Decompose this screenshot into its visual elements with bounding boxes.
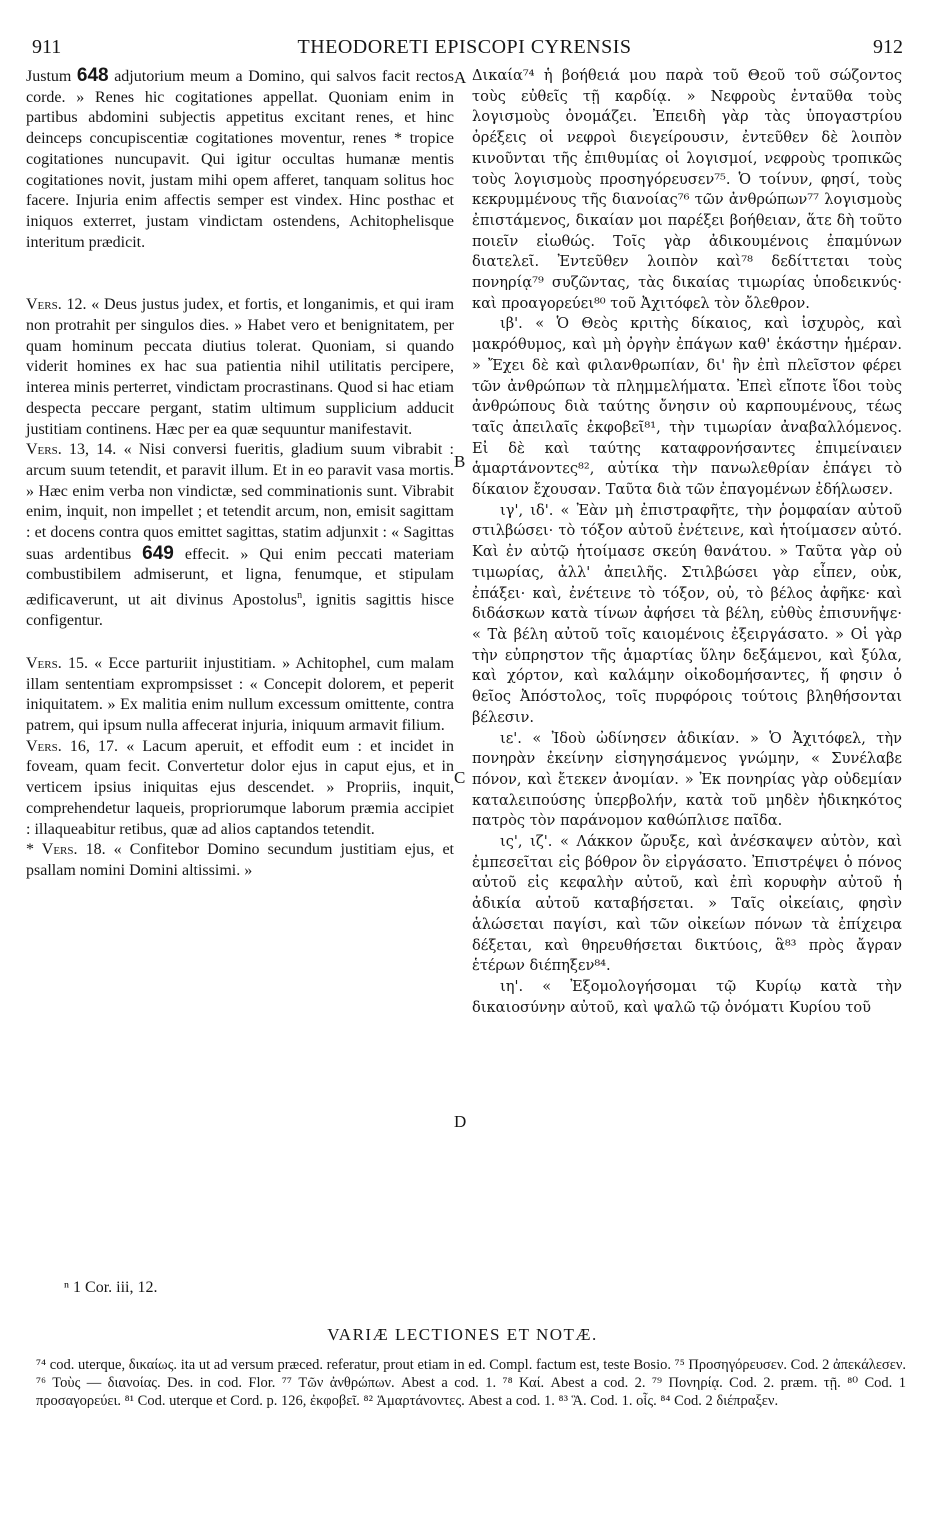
latin-text: , ignitis sagittis hisce configentur. [26, 591, 454, 630]
variae-lectiones-title: VARIÆ LECTIONES ET NOTÆ. [327, 1325, 598, 1344]
latin-paragraph [26, 840, 454, 881]
latin-text: « Deus justus judex, et fortis, et longanimis, et qui iram non protrahit per singulos dies. » Habet vero et benignitatem, per quam hominum peccata diutius tolerat. Quoniam, si quando viderit homines ex hac sua patientia nihil utilitatis percipere, interea minis perterret, vindictam procrastinans. Quod si hac etiam despecta peccare pergant, statim ultimum supplicium adducit justitiam continens. Hæc per ea quæ sequuntur manifestavit. [26, 296, 455, 438]
greek-paragraph: ιη'. « Ἐξομολογήσομαι τῷ Κυρίῳ κατὰ τὴν δικαιοσύνην αὐτοῦ, καὶ ψαλῶ τῷ ὀνόματι Κυρίου τοῦ [472, 977, 902, 1016]
variae-lectiones-notes [36, 1356, 906, 1410]
verse-label: Vers. 12. [26, 296, 87, 314]
latin-paragraph [26, 737, 454, 841]
latin-paragraph [26, 440, 454, 632]
latin-paragraph [26, 654, 454, 737]
verse-label: Vers. 15. [26, 654, 88, 672]
section-marker-c: C [454, 768, 466, 787]
verse-label: Vers. 13, 14. [26, 441, 117, 459]
latin-paragraph [26, 66, 454, 253]
greek-column [472, 66, 902, 1018]
page-number-left: 911 [32, 36, 62, 58]
latin-text: « Confitebor Domino secundum justitiam ejus, et psallam nomini Domini altissimi. » [26, 841, 455, 879]
greek-paragraph: ις', ιζ'. « Λάκκον ὤρυξε, καὶ ἀνέσκαψεν αὐτὸν, καὶ ἐμπεσεῖται εἰς βόθρον ὃν εἰργάσατο. Ἐπιστρέψει ὁ πόνος αὐτοῦ εἰς κεφαλὴν αὐτοῦ, καὶ ἐπὶ κορυφὴν αὐτοῦ ἡ ἀδικία αὐτοῦ καταβήσεται. » Ταῖς οἰκείαις, φησὶν ἁλώσεται παγίσι, καὶ τῶν οἰκείων πόνων τὰ ἐπίχειρα δέξεται, καὶ θηρευθήσεται δικτύοις, ἃ⁸³ πρὸς ἄγραν ἑτέρων διέπηξεν⁸⁴. [472, 833, 902, 975]
verse-label: * Vers. 18. [26, 841, 106, 859]
section-marker-a: A [454, 68, 467, 87]
page-header [26, 36, 903, 58]
latin-text: adjutorium meum a Domino, qui salvos facit rectos corde. » Renes hic cogitationes appellat. Quoniam enim in partibus abdomini subjectis appetitus excitant renes, et hinc deinceps concupiscentiæ cogitationes moventur, renes * tropice cogitationes nuncupavit. Qui igitur occultas humanæ mentis cogitationes novit, justam mihi opem afferet, tanquam solitus hoc facere. Injuria enim affectis semper est vindex. Hinc posthac et iniquos exterret, justam vindictam ostendens, Achitophelisque interitum prædicit. [26, 68, 455, 251]
column-number: 649 [142, 542, 174, 564]
latin-text: « Ecce parturiit injustitiam. » Achitophel, cum malam illam sententiam exprompsisset : « Concepit dolorem, et peperit iniquitatem. » Ex malitia enim nullum excessum omittente, contra patrem, qui ipsum nulla affecerat injuria, iniquum armavit filium. [26, 654, 455, 735]
latin-text: effecit. » Qui enim peccati materiam combustibilem admiserunt, et ligna, fenumque, et stipulam ædificaverunt, ut ait divinus Apostolus [26, 545, 455, 609]
greek-paragraph: ιε'. « Ἰδοὺ ὠδίνησεν ἀδικίαν. » Ὁ Ἀχιτόφελ, τὴν πονηρὰν ἐκείνην εἰσηγησάμενος γνώμην, « Συνέλαβε πόνον, καὶ ἔτεκεν ἀνομίαν. » Ἐκ πονηρίας γὰρ οὐδεμίαν καταλειπούσης ὑπερβολήν, κατὰ τοῦ μηδὲν ἠδικηκότος πατρὸς τὸν παράνομον καθώπλισε παῖδα. [472, 729, 902, 830]
latin-paragraph [26, 295, 454, 440]
latin-text: « Nisi conversi fueritis, gladium suum vibrabit : arcum suum tetendit, et paravit illum. Et in eo paravit vasa mortis. » Hæc enim verba non vindictæ, sed comminationis sunt. Vibrabit enim, inquit, non impellet ; et tetendit arcum, non, emisit sagittam : et docens contra quos emittet sagittas, statim adjunxit : « Sagittas suas ardentibus [26, 441, 455, 563]
section-marker-d: D [454, 1112, 467, 1131]
page-number-right: 912 [873, 36, 903, 58]
footnote: ⁿ 1 Cor. iii, 12. [64, 1279, 158, 1296]
latin-text: Justum [26, 68, 72, 85]
footnote-ref: n [297, 590, 303, 602]
section-marker-b: B [454, 452, 466, 471]
greek-paragraph: ιβ'. « Ὁ Θεὸς κριτὴς δίκαιος, καὶ ἰσχυρὸς, καὶ μακρόθυμος, καὶ μὴ ὀργὴν ἐπάγων καθ' ἑκάστην ἡμέραν. » Ἔχει δὲ καὶ φιλανθρωπίαν, δι' ἣν ἐπὶ πλεῖστον φέρει τῶν ἀνθρώπων τὰ πλημμελήματα. Ἐπεὶ εἴποτε ἴδοι τοὺς ἀνθρώπους διὰ ταύτης ὄνησιν οὐ καρπουμένους, τέως ταῖς ἀπειλαῖς ἐκφοβεῖ⁸¹, τὴν τιμωρίαν ἀναβαλλόμενος. Εἰ δὲ καὶ ταύτης καταφρονήσαντες ἐπιμείναιεν ἁμαρτάνοντες⁸², αὐτίκα τὴν πανωλεθρίαν ἐπάγει τὸ δίκαιον ἔχουσαν. Ταῦτα διὰ τῶν ἐπαγομένων ἐδήλωσεν. [472, 315, 902, 499]
latin-text: « Lacum aperuit, et effodit eum : et incidet in foveam, quam fecit. Convertetur dolor ejus in caput ejus, et in verticem ipsius iniquitas ejus descendet. » Propriis, inquit, comprehendetur laqueis, propriorumque laborum præmia accipiet : illaqueabitur retibus, quæ ad alios captandos tetendit. [26, 737, 454, 838]
column-number: 648 [76, 65, 109, 86]
running-title: THEODORETI EPISCOPI CYRENSIS [297, 36, 632, 58]
notes-text: ⁷⁴ cod. uterque, δικαίως. ita ut ad versum præced. referatur, prout etiam in ed. Compl. factum est, teste Bosio. ⁷⁵ Προσηγόρευσεν. Cod. 2 ἀπεκάλεσεν. ⁷⁶ Τοὺς — διανοίας. Des. in cod. Flor. ⁷⁷ Τῶν ἀνθρώπων. Abest a cod. 1. ⁷⁸ Καί. Abest a cod. 2. ⁷⁹ Πονηρίᾳ. Cod. 2. præm. τῇ. ⁸⁰ Cod. 1 προσαγορεύει. ⁸¹ Cod. uterque et Cord. p. 126, ἐκφοβεῖ. ⁸² Ἁμαρτάνοντες. Abest a cod. 1. ⁸³ Ἃ. Cod. 1. οἷς. ⁸⁴ Cod. 2 διέπραξεν. [36, 1357, 906, 1409]
greek-paragraph: Δικαία⁷⁴ ἡ βοήθειά μου παρὰ τοῦ Θεοῦ τοῦ σώζοντος τοὺς εὐθεῖς τῇ καρδίᾳ. » Νεφροὺς ἐνταῦθα τοὺς λογισμοὺς ὀνομάζει. Ἐπειδὴ γὰρ τὰς ὑπογαστρίου ὀρέξεις οἱ νεφροὶ διεγείρουσιν, ἐντεῦθεν δὲ λοιπὸν κινοῦνται τῆς ἐπιθυμίας οἱ λογισμοί, νεφροὺς τροπικῶς τοὺς λογισμοὺς προσηγόρευσεν⁷⁵. Ὁ τοίνυν, φησί, τοὺς κεκρυμμένους τῆς διανοίας⁷⁶ τῶν ἀνθρώπων⁷⁷ λογισμοὺς ἐπιστάμενος, δικαίαν μοι παρέξει βοήθειαν, ἅτε δὴ τοῦτο ποιεῖν εἰωθώς. Τοῖς γὰρ ἀδικουμένοις ἐπαμύνων διατελεῖ. Ἐντεῦθεν λοιπὸν καὶ⁷⁸ δεδίττεται τοὺς πονηρίᾳ⁷⁹ συζῶντας, τὰς δικαίας τιμωρίας ὑποδεικνύς· καὶ προαγορεύει⁸⁰ τοῦ Ἀχιτόφελ τὸν ὄλεθρον. [472, 67, 902, 312]
verse-label: Vers. 16, 17. [26, 737, 119, 755]
greek-paragraph: ιγ', ιδ'. « Ἐὰν μὴ ἐπιστραφῆτε, τὴν ῥομφαίαν αὐτοῦ στιλβώσει· τὸ τόξον αὐτοῦ ἐνέτεινε, καὶ ἡτοίμασεν αὐτό. Καὶ ἐν αὐτῷ ἡτοίμασε σκεύη θανάτου. » Ταῦτα γὰρ οὐ τιμωρίας, ἀλλ' ἀπειλῆς. Στιλβώσει γὰρ εἶπεν, οὐκ, ἐπάξει· καὶ, ἐνέτεινε τὸ τόξον, οὐ, τὸ βέλος ἀφῆκε· καὶ διδάσκων κατὰ τίνων ἀφήσει τὰ βέλη, εὐθὺς ἐπισυνῆψε· « Τὰ βέλη αὐτοῦ τοῖς καιομένοις ἐξειργάσατο. » Οἱ γὰρ τὴν εὐπρηστον τῆς ἁμαρτίας ὕλην δεξάμενοι, καὶ ξύλα, καὶ χόρτον, καὶ καλάμην οἰκοδομήσαντες, ἥ φησιν ὁ θεῖος Ἀπόστολος, τοῖς πυρφόροις τούτοις βληθήσονται βέλεσιν. [472, 501, 902, 726]
latin-column [26, 66, 454, 882]
